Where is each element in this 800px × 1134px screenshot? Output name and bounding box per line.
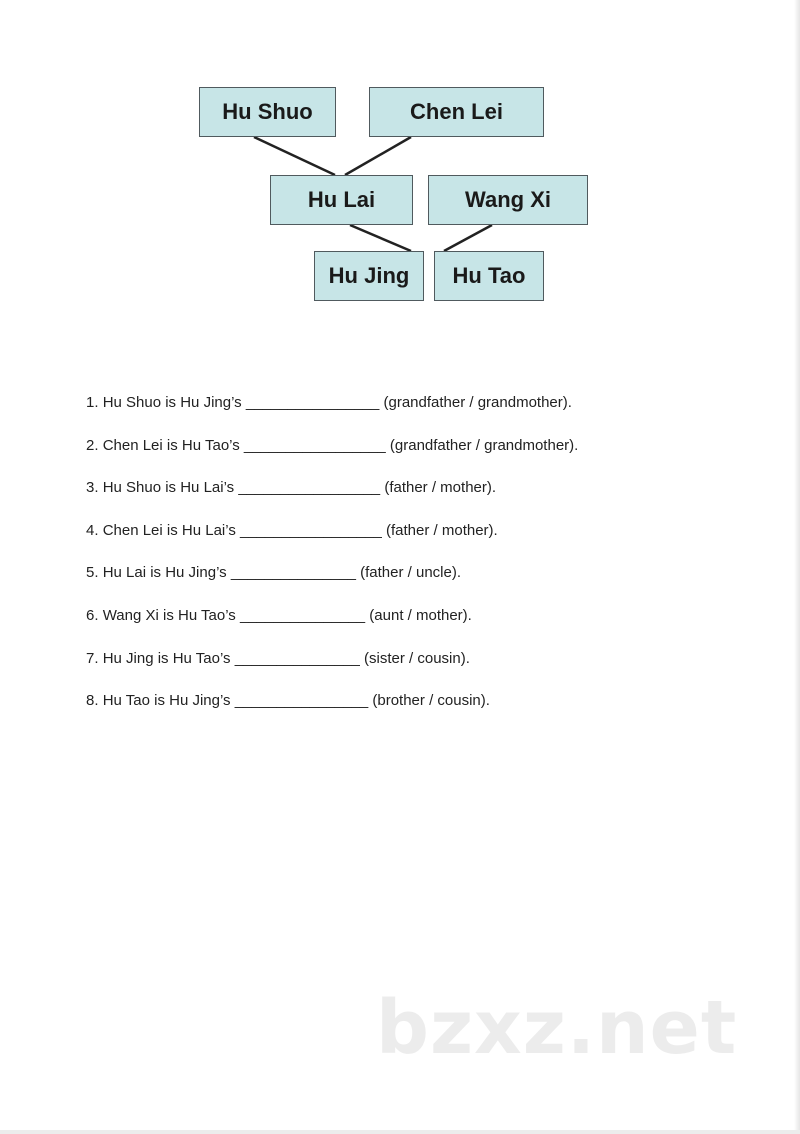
question-prompt: Hu Shuo is Hu Jing’s	[102, 394, 242, 411]
tree-node-chen-lei: Chen Lei	[369, 87, 544, 137]
tree-node-hu-tao: Hu Tao	[434, 251, 544, 301]
answer-blank: _______________	[234, 649, 360, 667]
question-item	[86, 649, 766, 692]
question-item	[86, 393, 766, 436]
answer-options: (aunt / mother).	[369, 606, 472, 624]
answer-options: (grandfather / grandmother).	[389, 436, 579, 454]
answer-options: (father / mother).	[384, 479, 497, 497]
answer-blank: ________________	[245, 394, 380, 411]
page-edge-shadow	[794, 0, 800, 1134]
answer-options: (brother / cousin).	[372, 692, 490, 710]
watermark-text: bzxz.net	[376, 985, 738, 1071]
question-number: 1.	[86, 394, 99, 411]
family-tree-diagram	[0, 0, 800, 320]
answer-blank: _______________	[230, 564, 356, 582]
answer-options: (father / mother).	[386, 521, 498, 539]
question-list	[86, 393, 766, 734]
answer-blank: _________________	[243, 436, 386, 454]
tree-node-hu-lai: Hu Lai	[270, 175, 413, 225]
answer-blank: ________________	[234, 692, 369, 710]
question-item	[86, 606, 766, 649]
connector-chen-lei-to-hu-lai	[345, 137, 411, 175]
question-item	[86, 691, 766, 734]
question-number: 2.	[86, 436, 99, 454]
question-item	[86, 478, 766, 521]
answer-options: (grandfather / grandmother).	[383, 394, 572, 411]
question-item	[86, 563, 766, 606]
question-prompt: Hu Jing is Hu Tao’s	[102, 649, 231, 667]
question-prompt: Hu Lai is Hu Jing’s	[102, 564, 227, 582]
question-prompt: Chen Lei is Hu Tao’s	[102, 436, 240, 454]
answer-blank: _______________	[239, 606, 366, 624]
connector-wang-xi-to-hu-tao	[444, 225, 492, 251]
question-number: 4.	[86, 521, 99, 539]
answer-options: (sister / cousin).	[364, 649, 470, 667]
tree-node-wang-xi: Wang Xi	[428, 175, 588, 225]
question-number: 3.	[86, 479, 99, 497]
answer-blank: _________________	[240, 521, 382, 539]
connector-hu-shuo-to-hu-lai	[254, 137, 335, 175]
question-number: 8.	[86, 692, 99, 710]
connector-hu-lai-to-hu-jing	[350, 225, 411, 251]
question-item	[86, 436, 766, 479]
question-number: 5.	[86, 564, 99, 582]
question-number: 6.	[86, 606, 99, 624]
answer-blank: _________________	[238, 479, 381, 497]
question-item	[86, 521, 766, 564]
answer-options: (father / uncle).	[360, 564, 462, 582]
question-prompt: Wang Xi is Hu Tao’s	[102, 606, 236, 624]
question-number: 7.	[86, 649, 99, 667]
tree-node-hu-shuo: Hu Shuo	[199, 87, 336, 137]
question-prompt: Hu Tao is Hu Jing’s	[102, 692, 231, 710]
tree-node-hu-jing: Hu Jing	[314, 251, 424, 301]
page-bottom-edge	[0, 1130, 800, 1134]
question-prompt: Hu Shuo is Hu Lai’s	[102, 479, 235, 497]
question-prompt: Chen Lei is Hu Lai’s	[102, 521, 236, 539]
